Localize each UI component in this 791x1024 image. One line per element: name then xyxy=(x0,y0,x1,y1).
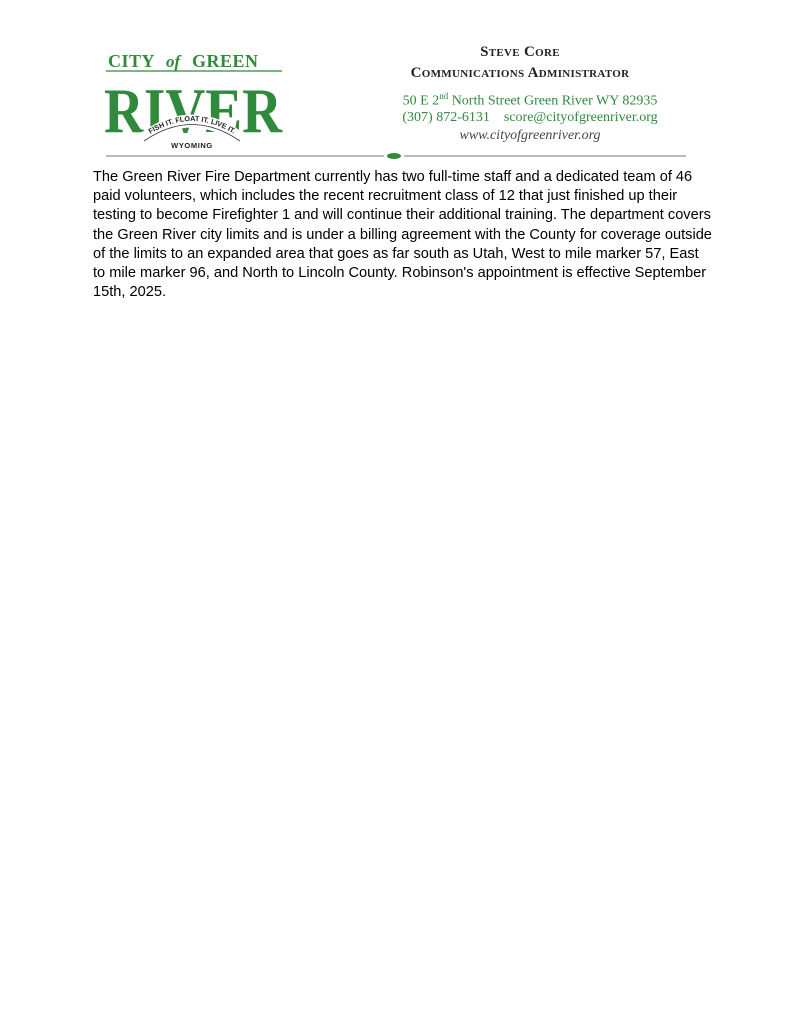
address-prefix: 50 E 2 xyxy=(402,93,440,109)
contact-phone: (307) 872-6131 xyxy=(402,110,490,125)
svg-text:RIVER: RIVER xyxy=(104,75,283,146)
contact-website[interactable]: www.cityofgreenriver.org xyxy=(459,128,601,143)
letterhead xyxy=(100,44,690,162)
contact-name: Steve Core xyxy=(480,44,560,60)
svg-text:of: of xyxy=(166,52,181,71)
press-release-paragraph: The Green River Fire Department currently has two full-time staff and a dedicated team of 46 paid volunteers, which includes the recent recruitment class of 12 that just finished up their testing to become Firefighter 1 and will continue their additional training. The department covers the Green River city limits and is under a billing agreement with the County for coverage outside of the limits to an expanded area that goes as far south as Utah, West to mile marker 57, East to mile marker 96, and North to Lincoln County. Robinson's appointment is effective September 15th, 2025. xyxy=(93,169,712,301)
svg-text:WYOMING: WYOMING xyxy=(171,141,213,150)
city-of-green-river-logo xyxy=(104,50,284,152)
contact-address xyxy=(400,91,660,110)
contact-phone-email xyxy=(400,110,660,126)
header-divider xyxy=(106,151,686,161)
svg-text:GREEN: GREEN xyxy=(192,51,259,71)
contact-email[interactable]: score@cityofgreenriver.org xyxy=(503,110,658,125)
address-suffix: North Street Green River WY 82935 xyxy=(448,93,658,109)
contact-role: Communications Administrator xyxy=(410,65,630,81)
svg-text:CITY: CITY xyxy=(108,51,156,71)
svg-text:FISH IT. FLOAT IT. LIVE IT.: FISH IT. FLOAT IT. LIVE IT. xyxy=(146,113,238,136)
address-superscript: nd xyxy=(439,91,449,101)
